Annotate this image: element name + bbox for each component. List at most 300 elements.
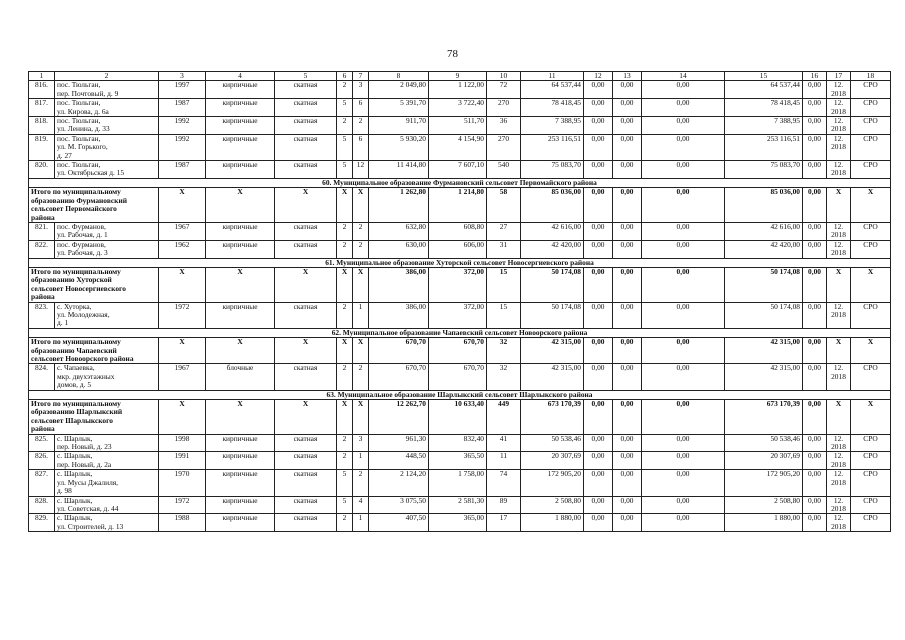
table-cell: 670,70 xyxy=(369,364,429,390)
total-cell: 42 315,00 xyxy=(521,338,584,364)
table-cell: 0,00 xyxy=(613,364,642,390)
table-cell: 12 xyxy=(353,161,369,179)
table-cell: скатная xyxy=(275,222,337,240)
table-cell: пос. Тюльган, ул. Кирова, д. 6а xyxy=(55,99,159,117)
table-row xyxy=(29,240,891,258)
table-cell: 31 xyxy=(487,240,521,258)
header-cell: 2 xyxy=(55,72,159,81)
table-cell: 6 xyxy=(353,134,369,160)
table-cell: 0,00 xyxy=(642,434,725,452)
table-cell: 74 xyxy=(487,470,521,496)
total-cell: 386,00 xyxy=(369,267,429,302)
table-cell: 12. 2018 xyxy=(827,470,851,496)
table-cell: 2 581,30 xyxy=(429,496,487,514)
table-cell: 0,00 xyxy=(584,222,613,240)
table-cell: 42 315,00 xyxy=(725,364,803,390)
table-cell: 12. 2018 xyxy=(827,302,851,328)
table-cell: 12. 2018 xyxy=(827,496,851,514)
table-cell: 0,00 xyxy=(803,134,827,160)
table-cell: 0,00 xyxy=(642,222,725,240)
table-cell: 632,80 xyxy=(369,222,429,240)
total-cell: 0,00 xyxy=(803,400,827,435)
table-cell: 15 xyxy=(487,302,521,328)
table-cell: 12. 2018 xyxy=(827,222,851,240)
table-row xyxy=(29,470,891,496)
table-cell: СРО xyxy=(851,134,891,160)
table-cell: 1 xyxy=(353,302,369,328)
table-cell: СРО xyxy=(851,514,891,532)
table-cell: 0,00 xyxy=(642,302,725,328)
table-cell: 824. xyxy=(29,364,55,390)
table-cell: СРО xyxy=(851,364,891,390)
table-cell: 0,00 xyxy=(584,81,613,99)
table-cell: 0,00 xyxy=(803,514,827,532)
total-cell: 1 262,80 xyxy=(369,188,429,223)
table-cell: 2 xyxy=(337,364,353,390)
table-row xyxy=(29,496,891,514)
section-title: 63. Муниципальное образование Шарлыкский сельсовет Шарлыкского района xyxy=(29,390,891,399)
total-cell: 0,00 xyxy=(613,400,642,435)
table-cell: 0,00 xyxy=(584,99,613,117)
table-cell: 2 508,80 xyxy=(521,496,584,514)
table-cell: СРО xyxy=(851,81,891,99)
table-cell: кирпичные xyxy=(206,134,275,160)
table-cell: 64 537,44 xyxy=(521,81,584,99)
table-cell: 12. 2018 xyxy=(827,452,851,470)
table-cell: 0,00 xyxy=(584,514,613,532)
table-cell: СРО xyxy=(851,99,891,117)
table-cell: 11 xyxy=(487,452,521,470)
table-cell: 42 420,00 xyxy=(725,240,803,258)
total-cell: 1 214,80 xyxy=(429,188,487,223)
table-cell: скатная xyxy=(275,302,337,328)
table-cell: 386,00 xyxy=(369,302,429,328)
total-cell: X xyxy=(206,188,275,223)
table-cell: 270 xyxy=(487,134,521,160)
header-cell: 15 xyxy=(725,72,803,81)
table-cell: 12. 2018 xyxy=(827,514,851,532)
column-number-header xyxy=(29,72,891,81)
table-cell: 12. 2018 xyxy=(827,364,851,390)
total-cell: 0,00 xyxy=(584,338,613,364)
table-cell: кирпичные xyxy=(206,161,275,179)
table-cell: 172 905,20 xyxy=(521,470,584,496)
table-cell: 0,00 xyxy=(642,240,725,258)
table-cell: скатная xyxy=(275,240,337,258)
table-cell: 1967 xyxy=(159,222,206,240)
table-cell: 270 xyxy=(487,99,521,117)
table-cell: 42 420,00 xyxy=(521,240,584,258)
total-cell: X xyxy=(159,188,206,223)
total-cell: 85 036,00 xyxy=(725,188,803,223)
table-cell: СРО xyxy=(851,240,891,258)
table-cell: кирпичные xyxy=(206,496,275,514)
table-cell: 36 xyxy=(487,117,521,135)
table-cell: скатная xyxy=(275,134,337,160)
total-cell: 0,00 xyxy=(584,267,613,302)
table-cell: 2 xyxy=(337,81,353,99)
total-cell: X xyxy=(275,267,337,302)
total-cell: X xyxy=(275,188,337,223)
table-cell: 5 xyxy=(337,134,353,160)
total-row xyxy=(29,267,891,302)
table-cell: 50 538,46 xyxy=(725,434,803,452)
table-cell: кирпичные xyxy=(206,117,275,135)
table-cell: 0,00 xyxy=(642,161,725,179)
total-cell: 0,00 xyxy=(642,338,725,364)
table-cell: 0,00 xyxy=(803,240,827,258)
table-cell: 670,70 xyxy=(429,364,487,390)
table-cell: 0,00 xyxy=(642,81,725,99)
table-cell: скатная xyxy=(275,161,337,179)
table-cell: 41 xyxy=(487,434,521,452)
table-cell: 826. xyxy=(29,452,55,470)
table-cell: 89 xyxy=(487,496,521,514)
table-cell: 0,00 xyxy=(803,364,827,390)
total-cell: X xyxy=(275,338,337,364)
total-cell: X xyxy=(337,338,353,364)
table-cell: 0,00 xyxy=(613,452,642,470)
header-cell: 12 xyxy=(584,72,613,81)
total-cell: X xyxy=(206,338,275,364)
table-row xyxy=(29,514,891,532)
total-cell: X xyxy=(337,400,353,435)
total-cell: 673 170,39 xyxy=(725,400,803,435)
table-cell: скатная xyxy=(275,470,337,496)
table-cell: 7 607,10 xyxy=(429,161,487,179)
table-cell: 511,70 xyxy=(429,117,487,135)
table-cell: СРО xyxy=(851,452,891,470)
table-cell: СРО xyxy=(851,496,891,514)
table-cell: 2 xyxy=(337,434,353,452)
table-cell: 0,00 xyxy=(613,496,642,514)
table-cell: 630,00 xyxy=(369,240,429,258)
table-cell: 1972 xyxy=(159,496,206,514)
total-cell: 673 170,39 xyxy=(521,400,584,435)
table-cell: 2 xyxy=(337,514,353,532)
table-cell: с. Шарлык, ул. Советская, д. 44 xyxy=(55,496,159,514)
table-cell: 816. xyxy=(29,81,55,99)
total-cell: X xyxy=(827,188,851,223)
total-cell: 15 xyxy=(487,267,521,302)
total-cell: X xyxy=(353,338,369,364)
total-label: Итого по муниципальному образованию Фурмановский сельсовет Первомайского района xyxy=(29,188,159,223)
table-cell: 372,00 xyxy=(429,302,487,328)
total-cell: 0,00 xyxy=(803,188,827,223)
table-cell: кирпичные xyxy=(206,434,275,452)
table-cell: пос. Фурманов, ул. Рабочая, д. 1 xyxy=(55,222,159,240)
total-cell: 0,00 xyxy=(613,188,642,223)
table-cell: 0,00 xyxy=(803,117,827,135)
total-cell: 50 174,08 xyxy=(725,267,803,302)
table-row xyxy=(29,222,891,240)
table-cell: 7 388,95 xyxy=(725,117,803,135)
total-cell: 85 036,00 xyxy=(521,188,584,223)
table-cell: скатная xyxy=(275,364,337,390)
table-cell: 17 xyxy=(487,514,521,532)
section-heading-row xyxy=(29,390,891,399)
table-cell: 5 930,20 xyxy=(369,134,429,160)
table-cell: 1988 xyxy=(159,514,206,532)
table-cell: 1998 xyxy=(159,434,206,452)
table-cell: 20 307,69 xyxy=(725,452,803,470)
total-cell: 42 315,00 xyxy=(725,338,803,364)
table-cell: скатная xyxy=(275,514,337,532)
table-cell: 0,00 xyxy=(803,81,827,99)
section-title: 61. Муниципальное образование Хуторской сельсовет Новосергиевского района xyxy=(29,258,891,267)
header-cell: 1 xyxy=(29,72,55,81)
total-cell: 670,70 xyxy=(429,338,487,364)
table-cell: 12. 2018 xyxy=(827,99,851,117)
table-cell: скатная xyxy=(275,496,337,514)
table-cell: 42 616,00 xyxy=(521,222,584,240)
table-cell: 825. xyxy=(29,434,55,452)
table-cell: кирпичные xyxy=(206,452,275,470)
table-cell: 0,00 xyxy=(613,302,642,328)
table-cell: 27 xyxy=(487,222,521,240)
table-cell: 253 116,51 xyxy=(725,134,803,160)
total-row xyxy=(29,338,891,364)
table-cell: пос. Фурманов, ул. Рабочая, д. 3 xyxy=(55,240,159,258)
total-label: Итого по муниципальному образованию Шарлыкский сельсовет Шарлыкского района xyxy=(29,400,159,435)
table-cell: 0,00 xyxy=(803,302,827,328)
table-cell: пос. Тюльган, ул. М. Горького, д. 27 xyxy=(55,134,159,160)
table-cell: кирпичные xyxy=(206,81,275,99)
table-cell: СРО xyxy=(851,434,891,452)
table-cell: 540 xyxy=(487,161,521,179)
table-cell: 78 418,45 xyxy=(725,99,803,117)
table-cell: 3 xyxy=(353,81,369,99)
table-cell: 0,00 xyxy=(613,161,642,179)
total-cell: X xyxy=(851,338,891,364)
total-cell: 449 xyxy=(487,400,521,435)
total-cell: 372,00 xyxy=(429,267,487,302)
table-cell: 828. xyxy=(29,496,55,514)
table-cell: 50 174,08 xyxy=(725,302,803,328)
total-cell: X xyxy=(159,338,206,364)
header-cell: 7 xyxy=(353,72,369,81)
total-cell: 0,00 xyxy=(803,267,827,302)
total-row xyxy=(29,400,891,435)
total-cell: 0,00 xyxy=(642,188,725,223)
total-cell: X xyxy=(159,267,206,302)
table-cell: 829. xyxy=(29,514,55,532)
table-cell: 1 758,00 xyxy=(429,470,487,496)
table-cell: 0,00 xyxy=(642,470,725,496)
table-cell: 819. xyxy=(29,134,55,160)
table-cell: 608,80 xyxy=(429,222,487,240)
header-cell: 10 xyxy=(487,72,521,81)
table-row xyxy=(29,302,891,328)
table-cell: 12. 2018 xyxy=(827,240,851,258)
table-cell: 0,00 xyxy=(584,161,613,179)
table-cell: 961,30 xyxy=(369,434,429,452)
table-cell: с. Шарлык, ул. Строителей, д. 13 xyxy=(55,514,159,532)
table-cell: 1 122,00 xyxy=(429,81,487,99)
table-cell: 5 xyxy=(337,470,353,496)
table-cell: 0,00 xyxy=(584,496,613,514)
table-cell: 1992 xyxy=(159,134,206,160)
table-cell: 75 083,70 xyxy=(521,161,584,179)
table-cell: 1 880,00 xyxy=(725,514,803,532)
table-cell: 3 722,40 xyxy=(429,99,487,117)
table-cell: 2 508,80 xyxy=(725,496,803,514)
table-cell: 0,00 xyxy=(613,81,642,99)
table-cell: СРО xyxy=(851,117,891,135)
table-cell: 5 xyxy=(337,99,353,117)
table-body xyxy=(29,72,891,532)
header-cell: 16 xyxy=(803,72,827,81)
total-cell: X xyxy=(827,338,851,364)
table-cell: 2 xyxy=(353,117,369,135)
total-cell: 670,70 xyxy=(369,338,429,364)
table-cell: 12. 2018 xyxy=(827,117,851,135)
total-cell: 0,00 xyxy=(584,188,613,223)
total-cell: X xyxy=(353,188,369,223)
table-cell: 407,50 xyxy=(369,514,429,532)
table-cell: 75 083,70 xyxy=(725,161,803,179)
header-cell: 18 xyxy=(851,72,891,81)
table-cell: 0,00 xyxy=(642,134,725,160)
header-cell: 8 xyxy=(369,72,429,81)
table-cell: 0,00 xyxy=(613,434,642,452)
table-cell: пос. Тюльган, ул. Ленина, д. 33 xyxy=(55,117,159,135)
table-cell: 1 xyxy=(353,514,369,532)
header-cell: 9 xyxy=(429,72,487,81)
table-cell: скатная xyxy=(275,117,337,135)
table-cell: 0,00 xyxy=(803,99,827,117)
table-cell: 832,40 xyxy=(429,434,487,452)
table-cell: 2 xyxy=(353,222,369,240)
table-row xyxy=(29,99,891,117)
section-title: 60. Муниципальное образование Фурмановский сельсовет Первомайского района xyxy=(29,178,891,187)
total-cell: X xyxy=(827,267,851,302)
table-cell: 1972 xyxy=(159,302,206,328)
table-cell: 2 xyxy=(337,240,353,258)
table-cell: кирпичные xyxy=(206,240,275,258)
table-cell: 0,00 xyxy=(613,470,642,496)
table-cell: 42 315,00 xyxy=(521,364,584,390)
section-heading-row xyxy=(29,258,891,267)
table-cell: с. Шарлык, пер. Новый, д. 23 xyxy=(55,434,159,452)
table-cell: 42 616,00 xyxy=(725,222,803,240)
table-cell: СРО xyxy=(851,470,891,496)
section-title: 62. Муниципальное образование Чапаевский сельсовет Новоорского района xyxy=(29,328,891,337)
table-cell: 0,00 xyxy=(642,364,725,390)
header-cell: 6 xyxy=(337,72,353,81)
table-cell: 2 124,20 xyxy=(369,470,429,496)
section-heading-row xyxy=(29,328,891,337)
table-row xyxy=(29,161,891,179)
total-cell: 0,00 xyxy=(642,267,725,302)
table-cell: 72 xyxy=(487,81,521,99)
table-cell: кирпичные xyxy=(206,514,275,532)
total-cell: 32 xyxy=(487,338,521,364)
header-cell: 14 xyxy=(642,72,725,81)
table-cell: 823. xyxy=(29,302,55,328)
table-cell: 7 388,95 xyxy=(521,117,584,135)
total-cell: X xyxy=(275,400,337,435)
total-cell: X xyxy=(851,400,891,435)
table-cell: с. Шарлык, пер. Новый, д. 2а xyxy=(55,452,159,470)
header-cell: 5 xyxy=(275,72,337,81)
table-cell: 12. 2018 xyxy=(827,81,851,99)
page-number: 78 xyxy=(447,48,458,60)
total-cell: 12 262,70 xyxy=(369,400,429,435)
total-cell: 0,00 xyxy=(584,400,613,435)
table-cell: 0,00 xyxy=(803,161,827,179)
table-cell: 818. xyxy=(29,117,55,135)
total-cell: 58 xyxy=(487,188,521,223)
table-cell: 817. xyxy=(29,99,55,117)
total-cell: X xyxy=(851,267,891,302)
section-heading-row xyxy=(29,178,891,187)
table-row xyxy=(29,117,891,135)
total-label: Итого по муниципальному образованию Хуторской сельсовет Новосергиевского района xyxy=(29,267,159,302)
table-cell: 0,00 xyxy=(803,434,827,452)
table-cell: 4 xyxy=(353,496,369,514)
total-cell: 0,00 xyxy=(613,267,642,302)
table-cell: 2 xyxy=(337,117,353,135)
table-cell: 0,00 xyxy=(584,470,613,496)
table-cell: 50 538,46 xyxy=(521,434,584,452)
table-cell: 1962 xyxy=(159,240,206,258)
table-cell: с. Хуторка, ул. Молодежная, д. 1 xyxy=(55,302,159,328)
table-cell: 2 xyxy=(353,364,369,390)
table-row xyxy=(29,452,891,470)
total-cell: 0,00 xyxy=(613,338,642,364)
table-cell: 1997 xyxy=(159,81,206,99)
table-row xyxy=(29,134,891,160)
total-row xyxy=(29,188,891,223)
table-cell: 3 075,50 xyxy=(369,496,429,514)
table-cell: скатная xyxy=(275,434,337,452)
table-cell: кирпичные xyxy=(206,99,275,117)
total-cell: 0,00 xyxy=(642,400,725,435)
table-cell: 64 537,44 xyxy=(725,81,803,99)
table-cell: 0,00 xyxy=(613,99,642,117)
table-row xyxy=(29,434,891,452)
table-cell: 0,00 xyxy=(584,117,613,135)
header-cell: 13 xyxy=(613,72,642,81)
table-cell: 0,00 xyxy=(584,452,613,470)
table-cell: 0,00 xyxy=(803,470,827,496)
table-cell: 1987 xyxy=(159,99,206,117)
table-cell: 0,00 xyxy=(642,99,725,117)
table-cell: 12. 2018 xyxy=(827,434,851,452)
table-cell: 4 154,90 xyxy=(429,134,487,160)
table-cell: 1967 xyxy=(159,364,206,390)
table-row xyxy=(29,81,891,99)
table-cell: пос. Тюльган, пер. Почтовый, д. 9 xyxy=(55,81,159,99)
table-cell: 1992 xyxy=(159,117,206,135)
table-cell: 3 xyxy=(353,434,369,452)
table-cell: 2 xyxy=(353,470,369,496)
table-cell: 0,00 xyxy=(584,364,613,390)
table-cell: 2 xyxy=(337,302,353,328)
table-cell: 32 xyxy=(487,364,521,390)
table-cell: 2 xyxy=(353,240,369,258)
table-cell: 822. xyxy=(29,240,55,258)
table-cell: СРО xyxy=(851,222,891,240)
table-cell: 2 xyxy=(337,222,353,240)
table-cell: 50 174,08 xyxy=(521,302,584,328)
table-cell: кирпичные xyxy=(206,470,275,496)
table-cell: 5 xyxy=(337,496,353,514)
header-cell: 17 xyxy=(827,72,851,81)
table-row xyxy=(29,364,891,390)
table-cell: 820. xyxy=(29,161,55,179)
